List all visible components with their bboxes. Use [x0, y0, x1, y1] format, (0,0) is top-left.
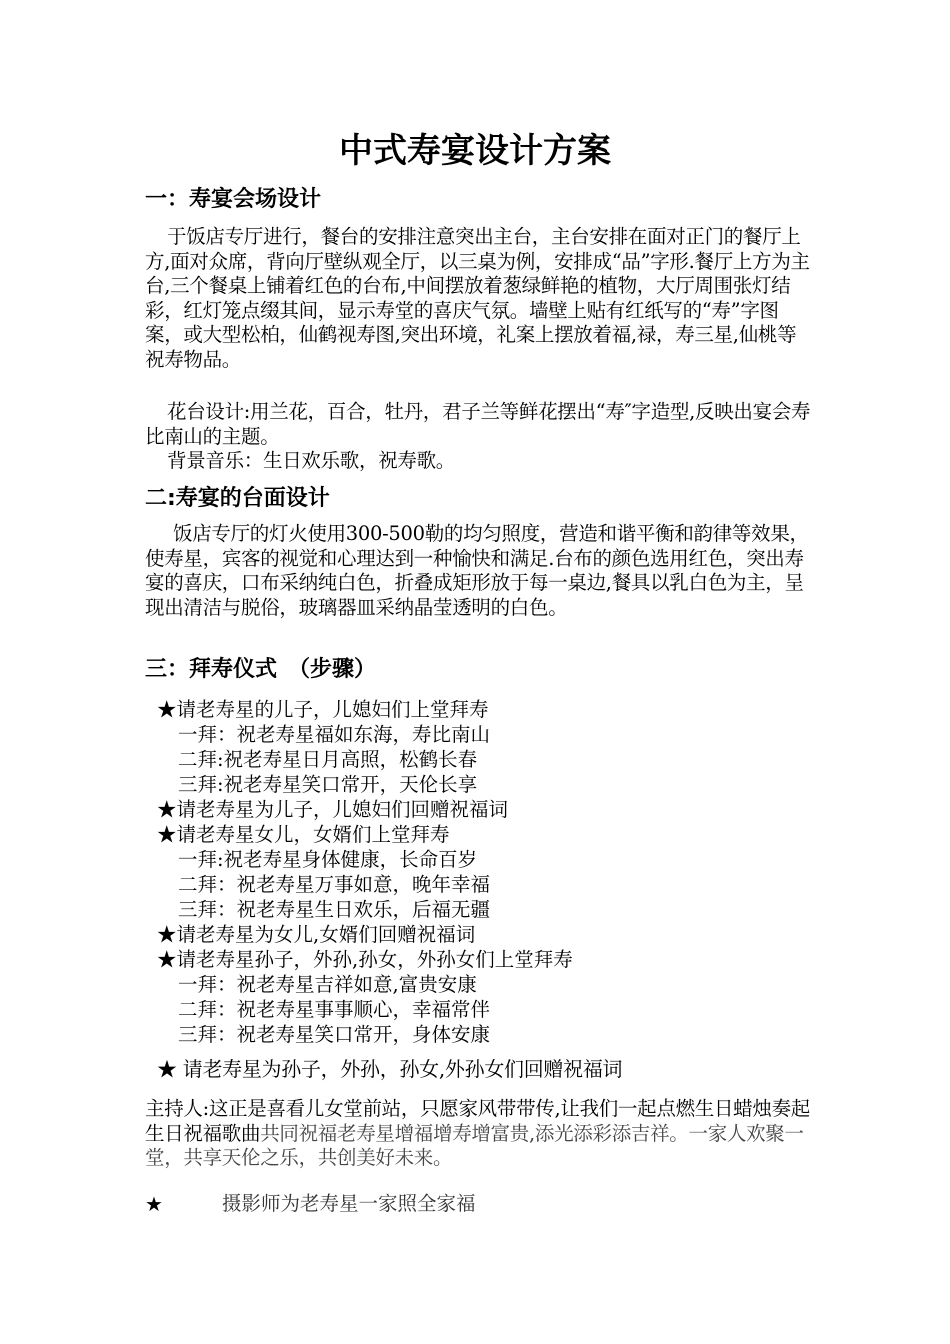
photographer-line: 摄影师为老寿星一家照全家福 — [222, 1192, 476, 1215]
music-paragraph — [145, 449, 815, 474]
step-item: ★请老寿星孙子，外孙,孙女，外孙女们上堂拜寿 — [157, 948, 573, 971]
host-text-part2: 共同祝福老寿星增福增寿增富贵,添光添彩添吉祥。一家人欢聚一堂，共享天伦之乐，共创美好未来。 — [145, 1121, 804, 1169]
step-item: 二拜：祝老寿星事事顺心，幸福常伴 — [178, 998, 491, 1021]
step-final: ★ 请老寿星为孙子，外孙，孙女,外孙女们回赠祝福词 — [157, 1057, 623, 1081]
step-item: 三拜：祝老寿星生日欢乐，后福无疆 — [178, 898, 491, 921]
step-item: 三拜:祝老寿星笑口常开，天伦长享 — [178, 773, 478, 796]
step-item: 二拜:祝老寿星日月高照，松鹤长春 — [178, 748, 478, 771]
host-paragraph — [145, 1097, 810, 1171]
step-item: 二拜：祝老寿星万事如意，晚年幸福 — [178, 873, 491, 896]
section-heading-ceremony: 三：拜寿仪式 （步骤） — [145, 657, 377, 682]
host-text-part1: 主持人:这正是喜看儿女堂前站，只愿家风带带传,让我们一起点燃生日蜡烛奏起生日祝福歌曲 — [145, 1097, 810, 1145]
step-item: 一拜：祝老寿星吉祥如意,富贵安康 — [178, 973, 477, 996]
step-item: ★请老寿星的儿子，儿媳妇们上堂拜寿 — [157, 698, 489, 721]
ceremony-steps — [145, 697, 825, 1047]
document-title: 中式寿宴设计方案 — [339, 131, 611, 171]
step-item: 一拜：祝老寿星福如东海，寿比南山 — [178, 723, 491, 746]
step-item: 三拜：祝老寿星笑口常开，身体安康 — [178, 1023, 491, 1046]
music-paragraph-text: 背景音乐：生日欢乐歌，祝寿歌。 — [167, 449, 456, 472]
flower-paragraph-text: 花台设计:用兰花，百合，牡丹，君子兰等鲜花摆出“寿″字造型,反映出宴会寿比南山的主题。 — [145, 400, 811, 448]
venue-paragraph-text: 于饭店专厅进行，餐台的安排注意突出主台，主台安排在面对正门的餐厅上方,面对众席，背向厅壁纵观全厅，以三桌为例，安排成“品”字形.餐厅上方为主台,三个餐桌上铺着红色的台布,中间摆放着葱绿鲜艳的植物，大厅周围张灯结彩，红灯笼点缀其间，显示寿堂的喜庆气氛。墙壁上贴有红纸写的“寿”字图案，或大型松柏，仙鹤视寿图,突出环境，礼案上摆放着福,禄，寿三星,仙桃等祝寿物品。 — [145, 225, 810, 371]
step-item: 一拜:祝老寿星身体健康，长命百岁 — [178, 848, 478, 871]
step-item: ★请老寿星女儿，女婿们上堂拜寿 — [157, 823, 450, 846]
step-item: ★请老寿星为女儿,女婿们回赠祝福词 — [157, 923, 476, 946]
venue-paragraph — [145, 225, 815, 372]
table-paragraph — [145, 522, 815, 620]
step-item: ★请老寿星为儿子，儿媳妇们回赠祝福词 — [157, 798, 509, 821]
section-heading-venue: 一：寿宴会场设计 — [145, 187, 322, 212]
flower-paragraph — [145, 400, 815, 449]
table-paragraph-text: 饭店专厅的灯火使用300-500勒的均匀照度，营造和谐平衡和韵律等效果，使寿星，宾客的视觉和心理达到一种愉快和满足.台布的颜色选用红色，突出寿宴的喜庆，口布采纳纯白色，折叠成矩形放于每一桌边,餐具以乳白色为主，呈现出清洁与脱俗，玻璃器皿采纳晶莹透明的白色。 — [145, 522, 809, 619]
star-bullet: ★ — [145, 1192, 163, 1216]
section-heading-table: 二:寿宴的台面设计 — [145, 486, 330, 511]
